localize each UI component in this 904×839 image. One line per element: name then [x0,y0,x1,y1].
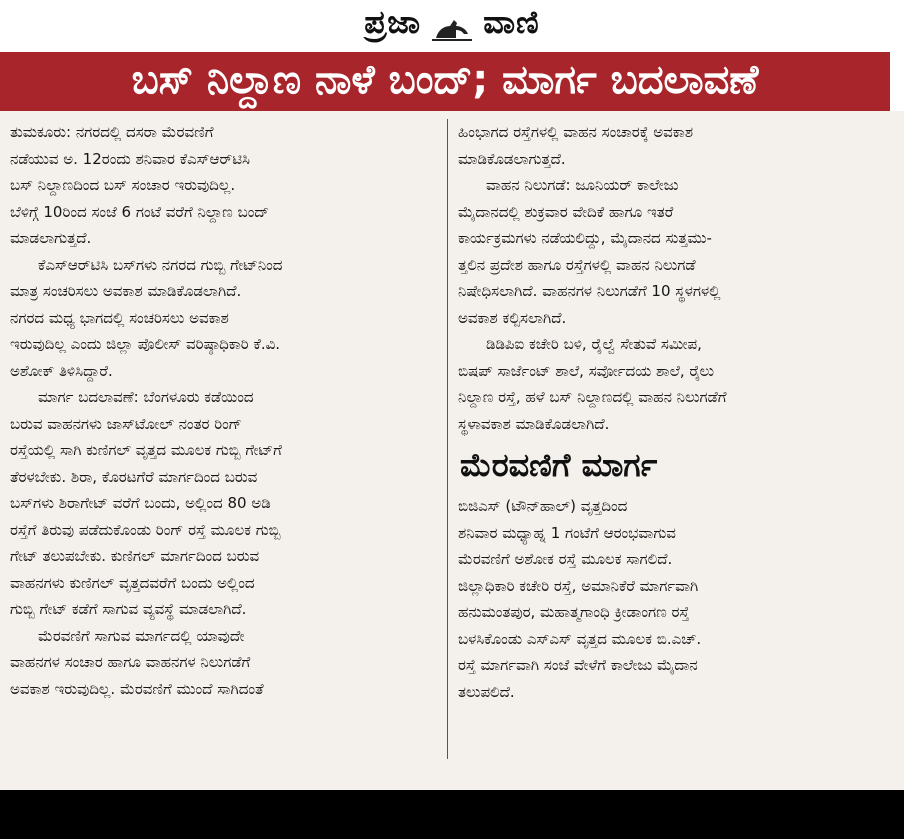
paragraph: ವಾಹನ ನಿಲುಗಡೆ: ಜೂನಿಯರ್ ಕಾಲೇಜು ಮೈದಾನದಲ್ಲಿ ಶುಕ್ರವಾರ ವೇದಿಕೆ ಹಾಗೂ ಇತರೆ ಕಾರ್ಯಕ್ರಮಗಳು ನಡೆಯಲಿದ್ದು, ಮೈದಾನದ ಸುತ್ತಮು- ತ್ತಲಿನ ಪ್ರದೇಶ ಹಾಗೂ ರಸ್ತೆಗಳಲ್ಲಿ ವಾಹನ ನಿಲುಗಡೆ ನಿಷೇಧಿಸಲಾಗಿದೆ. ವಾಹನಗಳ ನಿಲುಗಡೆಗೆ 10 ಸ್ಥಳಗಳಲ್ಲಿ ಅವಕಾಶ ಕಲ್ಪಿಸಲಾಗಿದೆ. [458,176,721,327]
paragraph: ಬಿಜಿಎಸ್ (ಟೌನ್‌ಹಾಲ್) ವೃತ್ತದಿಂದ ಶನಿವಾರ ಮಧ್ಯಾಹ್ನ 1 ಗಂಟೆಗೆ ಆರಂಭವಾಗುವ ಮೆರವಣಿಗೆ ಅಶೋಕ ರಸ್ತೆ ಮೂಲಕ ಸಾಗಲಿದೆ. ಜಿಲ್ಲಾಧಿಕಾರಿ ಕಚೇರಿ ರಸ್ತೆ, ಅಮಾನಿಕೆರೆ ಮಾರ್ಗವಾಗಿ ಹನುಮಂತಪುರ, ಮಹಾತ್ಮಗಾಂಧಿ ಕ್ರೀಡಾಂಗಣ ರಸ್ತೆ ಬಳಸಿಕೊಂಡು ಎಸ್‌ಎಸ್ ವೃತ್ತದ ಮೂಲಕ ಬಿ.ಎಚ್. ರಸ್ತೆ ಮಾರ್ಗವಾಗಿ ಸಂಜೆ ವೇಳೆಗೆ ಕಾಲೇಜು ಮೈದಾನ ತಲುಪಲಿದೆ. [458,497,702,701]
horse-emblem-icon [430,14,474,44]
paragraph: ಹಿಂಭಾಗದ ರಸ್ತೆಗಳಲ್ಲಿ ವಾಹನ ಸಂಚಾರಕ್ಕೆ ಅವಕಾಶ ಮಾಡಿಕೊಡಲಾಗುತ್ತದೆ. [458,123,694,168]
paragraph: ಕೆಎಸ್‌ಆರ್‌ಟಿಸಿ ಬಸ್‌ಗಳು ನಗರದ ಗುಬ್ಬಿ ಗೇಟ್‌ನಿಂದ ಮಾತ್ರ ಸಂಚರಿಸಲು ಅವಕಾಶ ಮಾಡಿಕೊಡಲಾಗಿದೆ. ನಗರದ ಮಧ್ಯ ಭಾಗದಲ್ಲಿ ಸಂಚರಿಸಲು ಅವಕಾಶ ಇರುವುದಿಲ್ಲ ಎಂದು ಜಿಲ್ಲಾ ಪೊಲೀಸ್ ವರಿಷ್ಠಾಧಿಕಾರಿ ಕೆ.ವಿ. ಅಶೋಕ್ ತಿಳಿಸಿದ್ದಾರೆ. [10,255,283,380]
paragraph: ಮೆರವಣಿಗೆ ಸಾಗುವ ಮಾರ್ಗದಲ್ಲಿ ಯಾವುದೇ ವಾಹನಗಳ ಸಂಚಾರ ಹಾಗೂ ವಾಹನಗಳ ನಿಲುಗಡೆಗೆ ಅವಕಾಶ ಇರುವುದಿಲ್ಲ. ಮೆರವಣಿಗೆ ಮುಂದೆ ಸಾಗಿದಂತೆ [10,626,264,698]
masthead-name-left: ಪ್ರಜಾ [364,3,422,41]
paragraph: ತುಮಕೂರು: ನಗರದಲ್ಲಿ ದಸರಾ ಮೆರವಣಿಗೆ ನಡೆಯುವ ಅ. 12ರಂದು ಶನಿವಾರ ಕೆಎಸ್‌ಆರ್‌ಟಿಸಿ ಬಸ್ ನಿಲ್ದಾಣದಿಂದ ಬಸ್ ಸಂಚಾರ ಇರುವುದಿಲ್ಲ. ಬೆಳಿಗ್ಗೆ 10ರಿಂದ ಸಂಜೆ 6 ಗಂಟೆ ವರೆಗೆ ನಿಲ್ದಾಣ ಬಂದ್ ಮಾಡಲಾಗುತ್ತದೆ. [10,123,269,247]
paragraph: ಡಿಡಿಪಿಐ ಕಚೇರಿ ಬಳಿ, ರೈಲ್ವೆ ಸೇತುವೆ ಸಮೀಪ, ಬಿಷಪ್ ಸಾರ್ಜೆಂಟ್ ಶಾಲೆ, ಸರ್ವೋದಯ ಶಾಲೆ, ರೈಲು ನಿಲ್ದಾಣ ರಸ್ತೆ, ಹಳೆ ಬಸ್ ನಿಲ್ದಾಣದಲ್ಲಿ ವಾಹನ ನಿಲುಗಡೆಗೆ ಸ್ಥಳಾವಕಾಶ ಮಾಡಿಕೊಡಲಾಗಿದೆ. [458,335,727,433]
paragraph: ಮಾರ್ಗ ಬದಲಾವಣೆ: ಬೆಂಗಳೂರು ಕಡೆಯಿಂದ ಬರುವ ವಾಹನಗಳು ಜಾಸ್‌ಟೋಲ್ ನಂತರ ರಿಂಗ್ ರಸ್ತೆಯಲ್ಲಿ ಸಾಗಿ ಕುಣಿಗಲ್ ವೃತ್ತದ ಮೂಲಕ ಗುಬ್ಬಿ ಗೇಟ್‌ಗೆ ತೆರಳಬೇಕು. ಶಿರಾ, ಕೊರಟಗೆರೆ ಮಾರ್ಗದಿಂದ ಬರುವ ಬಸ್‌ಗಳು ಶಿರಾಗೇಟ್ ವರೆಗೆ ಬಂದು, ಅಲ್ಲಿಂದ 80 ಅಡಿ ರಸ್ತೆಗೆ ತಿರುವು ಪಡೆದುಕೊಂಡು ರಿಂಗ್ ರಸ್ತೆ ಮೂಲಕ ಗುಬ್ಬಿ ಗೇಟ್ ತಲುಪಬೇಕು. ಕುಣಿಗಲ್ ಮಾರ್ಗದಿಂದ ಬರುವ ವಾಹನಗಳು ಕುಣಿಗಲ್ ವೃತ್ತದವರೆಗೆ ಬಂದು ಅಲ್ಲಿಂದ ಗುಬ್ಬಿ ಗೇಟ್ ಕಡೆಗೆ ಸಾಗುವ ವ್ಯವಸ್ಥೆ ಮಾಡಲಾಗಿದೆ. [10,388,282,618]
right-column [458,119,888,705]
headline-band [0,52,890,111]
masthead [0,0,904,52]
bottom-black-bar [0,790,904,839]
article-body [0,111,904,790]
subheading: ಮೆರವಣಿಗೆ ಮಾರ್ಗ [460,446,658,484]
left-column [10,119,438,702]
headline: ಬಸ್ ನಿಲ್ದಾಣ ನಾಳೆ ಬಂದ್; ಮಾರ್ಗ ಬದಲಾವಣೆ [131,57,759,103]
column-divider [447,119,448,759]
masthead-name-right: ವಾಣಿ [483,3,540,41]
